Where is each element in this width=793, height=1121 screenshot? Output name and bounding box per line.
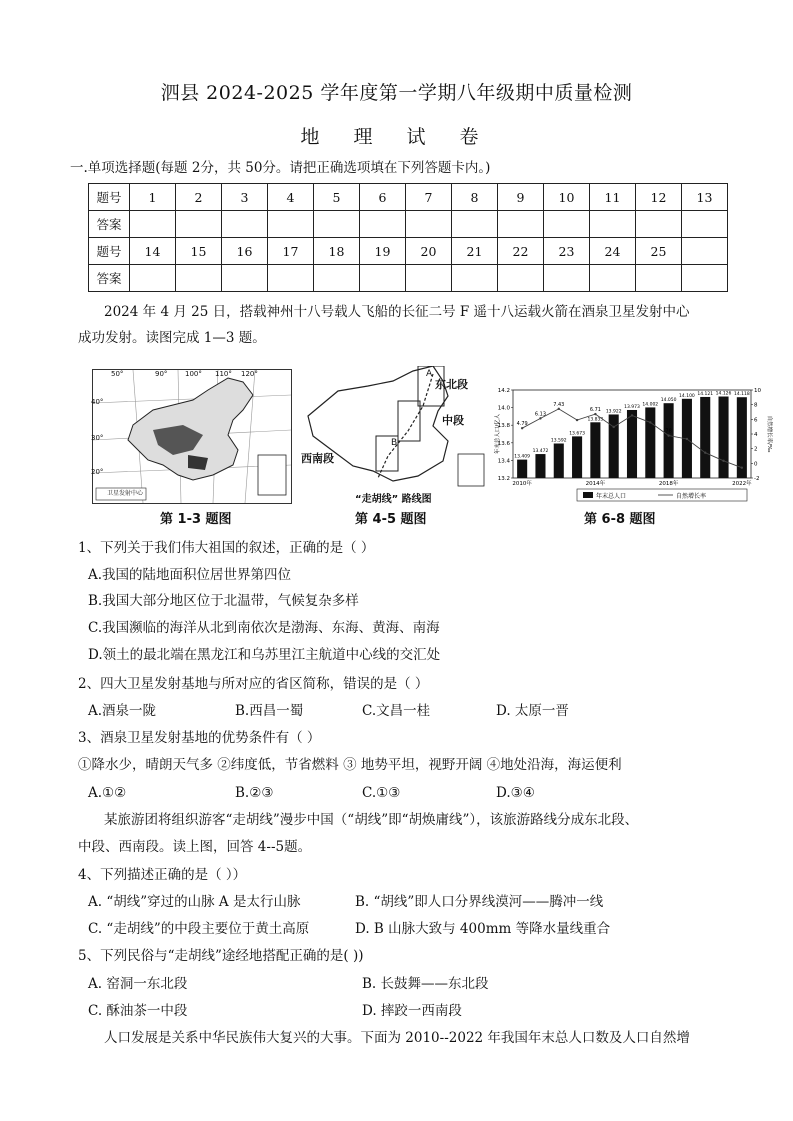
exam-title: 泗县 2024-2025 学年度第一学期八年级期中质量检测 xyxy=(160,82,633,104)
question-number-cell: 20 xyxy=(406,238,452,265)
question-number-cell: 8 xyxy=(452,184,498,211)
y-tick-label: 14.0 xyxy=(497,405,510,412)
question-conditions: ①降水少，晴朗天气多 ②纬度低，节省燃料 ③ 地势平坦，视野开阔 ④地处沿海，海运便利 xyxy=(78,757,622,773)
answer-cell[interactable] xyxy=(268,211,314,238)
y-tick-label: 13.6 xyxy=(497,440,510,447)
x-tick-label: 2022年 xyxy=(732,481,752,487)
question-number-cell: 4 xyxy=(268,184,314,211)
answer-cell[interactable] xyxy=(222,265,268,292)
question-number-cell: 24 xyxy=(590,238,636,265)
rate-point-label: 78 xyxy=(665,428,672,435)
growth-rate-point xyxy=(612,426,614,428)
question-number-cell: 13 xyxy=(682,184,728,211)
option-b[interactable]: B.西昌一蜀 xyxy=(235,703,304,719)
question-number-cell: 22 xyxy=(498,238,544,265)
bar-value-label: 14.126 xyxy=(715,391,732,397)
bar-value-label: 14.100 xyxy=(679,393,695,399)
answer-cell[interactable] xyxy=(590,265,636,292)
mountain-label-a: A xyxy=(426,369,433,379)
option-c[interactable]: C.①③ xyxy=(362,785,401,801)
y-tick-label: 14.2 xyxy=(497,388,510,394)
population-bar xyxy=(700,397,710,478)
answer-cell[interactable] xyxy=(406,211,452,238)
intro-paragraph-line: 某旅游团将组织游客“走胡线”漫步中国（“胡线”即“胡焕庸线”），该旅游路线分成东北段、 xyxy=(104,812,639,828)
y-tick-label: 13.4 xyxy=(497,458,510,465)
answer-cell[interactable] xyxy=(176,211,222,238)
answer-cell[interactable] xyxy=(176,265,222,292)
question-number-cell: 7 xyxy=(406,184,452,211)
answer-cell[interactable] xyxy=(636,211,682,238)
option-a[interactable]: A. 窑洞一东北段 xyxy=(88,976,188,992)
bar-value-label: 13.472 xyxy=(532,449,549,455)
answer-cell[interactable] xyxy=(682,265,728,292)
option-b[interactable]: B. “胡线”即人口分界线漠河——腾冲一线 xyxy=(355,894,604,910)
population-bar xyxy=(572,436,582,478)
bar-value-label: 13.922 xyxy=(605,409,622,415)
option-d[interactable]: D.领土的最北端在黑龙江和乌苏里江主航道中心线的交汇处 xyxy=(88,647,441,663)
growth-rate-point xyxy=(521,427,523,429)
growth-rate-point xyxy=(704,452,706,454)
question-number-cell: 23 xyxy=(544,238,590,265)
population-bar xyxy=(627,410,637,478)
answer-cell[interactable] xyxy=(130,265,176,292)
question-number-cell: 15 xyxy=(176,238,222,265)
growth-rate-point xyxy=(558,408,560,410)
bar-value-label: 13.409 xyxy=(514,454,531,460)
option-c[interactable]: C.文昌一桂 xyxy=(362,703,431,719)
table-row xyxy=(89,184,728,211)
option-a[interactable]: A. “胡线”穿过的山脉 A 是太行山脉 xyxy=(88,894,301,910)
bar-value-label: 14.118 xyxy=(733,392,750,398)
y2-tick-label: -2 xyxy=(754,476,760,482)
table-header-cell: 题号 xyxy=(89,238,130,265)
hu-line-route-graphic xyxy=(298,366,498,504)
y2-tick-label: 0 xyxy=(754,461,758,468)
growth-rate-point xyxy=(594,413,596,415)
population-bar xyxy=(590,422,600,478)
latitude-label: 30° xyxy=(91,434,104,442)
china-launch-map xyxy=(92,369,292,504)
question-number-cell: 5 xyxy=(314,184,360,211)
longitude-label: 90° xyxy=(155,370,168,378)
option-a[interactable]: A.酒泉一陇 xyxy=(88,703,157,719)
question-number-cell: 10 xyxy=(544,184,590,211)
question-number-cell: 11 xyxy=(590,184,636,211)
answer-cell[interactable] xyxy=(130,211,176,238)
question-number-cell: 1 xyxy=(130,184,176,211)
answer-cell[interactable] xyxy=(452,211,498,238)
population-bar xyxy=(737,397,747,478)
option-d[interactable]: D.③④ xyxy=(496,785,535,801)
rate-point-label: 6.71 xyxy=(589,407,601,414)
growth-rate-point xyxy=(539,417,541,419)
legend-line-label: 自然增长率 xyxy=(676,493,707,500)
answer-cell[interactable] xyxy=(360,265,406,292)
hu-line-route-map xyxy=(298,366,498,504)
growth-rate-point xyxy=(576,419,578,421)
bar-value-label: 14.050 xyxy=(660,398,677,404)
answer-cell[interactable] xyxy=(268,265,314,292)
rate-point-label: 7.43 xyxy=(553,401,565,408)
intro-paragraph-line: 人口发展是关系中华民族伟大复兴的大事。下面为 2010--2022 年我国年末总人口数及人口自然增 xyxy=(104,1030,690,1046)
answer-cell[interactable] xyxy=(314,211,360,238)
figure-caption: 第 4-5 题图 xyxy=(355,512,427,527)
table-row xyxy=(89,238,728,265)
x-tick-label: 2018年 xyxy=(658,481,679,487)
y2-axis-label: 自然增长率/‰ xyxy=(766,415,772,453)
route-label-southwest: 西南段 xyxy=(301,452,334,465)
option-c[interactable]: C. “走胡线”的中段主要位于黄土高原 xyxy=(88,921,310,937)
population-bar xyxy=(535,454,545,478)
question-number-cell: 2 xyxy=(176,184,222,211)
option-a[interactable]: A.我国的陆地面积位居世界第四位 xyxy=(88,567,292,583)
table-row xyxy=(89,265,728,292)
question-stem: 2、四大卫星发射基地与所对应的省区简称，错误的是（ ） xyxy=(78,676,429,692)
question-number-cell: 14 xyxy=(130,238,176,265)
question-number-cell: 3 xyxy=(222,184,268,211)
answer-table xyxy=(88,183,728,292)
population-bar xyxy=(554,444,564,478)
question-stem: 1、下列关于我们伟大祖国的叙述，正确的是（ ） xyxy=(78,540,375,556)
table-header-cell: 答案 xyxy=(89,265,130,292)
exam-subtitle: 地 理 试 卷 xyxy=(300,126,493,148)
answer-cell[interactable] xyxy=(360,211,406,238)
intro-paragraph-line: 成功发射。读图完成 1—3 题。 xyxy=(78,330,266,346)
answer-cell[interactable] xyxy=(498,265,544,292)
china-launch-map-graphic xyxy=(93,370,291,503)
option-c[interactable]: C. 酥油茶一中段 xyxy=(88,1003,188,1019)
rate-point-label: 4.79 xyxy=(516,421,528,428)
option-b[interactable]: B.②③ xyxy=(235,785,274,801)
intro-paragraph-line: 2024 年 4 月 25 日，搭载神州十八号载人飞船的长征二号 F 遥十八运载火箭在酒泉卫星发射中心 xyxy=(104,304,690,320)
population-bar xyxy=(645,407,655,478)
growth-rate-point xyxy=(722,460,724,462)
option-b[interactable]: B.我国大部分地区位于北温带，气候复杂多样 xyxy=(88,593,359,609)
y2-tick-label: 2 xyxy=(754,446,758,453)
latitude-label: 40° xyxy=(91,398,104,406)
answer-cell[interactable] xyxy=(544,265,590,292)
growth-rate-point xyxy=(686,438,688,440)
answer-cell[interactable] xyxy=(636,265,682,292)
longitude-label: 100° xyxy=(185,370,202,378)
option-d[interactable]: D. B 山脉大致与 400mm 等降水量线重合 xyxy=(355,921,611,937)
route-label-northeast: 东北段 xyxy=(435,378,468,391)
longitude-label: 120° xyxy=(241,370,258,378)
rate-point-label: 6.13 xyxy=(534,411,547,418)
answer-cell[interactable] xyxy=(222,211,268,238)
population-bar xyxy=(517,460,527,478)
mountain-label-b: B xyxy=(391,438,398,448)
growth-rate-point xyxy=(649,421,651,423)
figure-caption: 第 1-3 题图 xyxy=(160,512,232,527)
question-number-cell: 18 xyxy=(314,238,360,265)
y-tick-label: 13.8 xyxy=(497,423,510,430)
route-label-middle: 中段 xyxy=(442,414,464,427)
option-d[interactable]: D. 太原一晋 xyxy=(496,703,569,719)
table-header-cell: 题号 xyxy=(89,184,130,211)
y-tick-label: 13.2 xyxy=(497,476,510,482)
bar-value-label: 13.973 xyxy=(624,404,640,410)
answer-cell[interactable] xyxy=(406,265,452,292)
answer-cell[interactable] xyxy=(544,211,590,238)
option-b[interactable]: B. 长鼓舞——东北段 xyxy=(362,976,489,992)
table-header-cell: 答案 xyxy=(89,211,130,238)
growth-rate-point xyxy=(667,434,669,436)
question-number-cell: 17 xyxy=(268,238,314,265)
intro-paragraph-line: 中段、西南段。读上图，回答 4--5题。 xyxy=(78,839,312,855)
route-map-title: “走胡线” 路线图 xyxy=(355,494,432,505)
question-number-cell: 6 xyxy=(360,184,406,211)
figure-caption: 第 6-8 题图 xyxy=(584,512,656,527)
population-bar xyxy=(719,397,729,478)
y-axis-label: 年末总人口/亿人 xyxy=(495,413,501,455)
answer-cell[interactable] xyxy=(590,211,636,238)
question-stem: 3、酒泉卫星发射基地的优势条件有（ ） xyxy=(78,730,321,746)
question-stem: 5、下列民俗与“走胡线”途经地搭配正确的是( )) xyxy=(78,948,364,964)
longitude-label: 50° xyxy=(111,370,124,378)
population-bar xyxy=(664,403,674,478)
answer-cell[interactable] xyxy=(682,211,728,238)
x-tick-label: 2014年 xyxy=(585,481,606,487)
section-heading: 一.单项选择题(每题 2分，共 50分。请把正确选项填在下列答题卡内。) xyxy=(70,160,491,176)
longitude-label: 110° xyxy=(215,370,232,378)
table-row xyxy=(89,211,728,238)
bar-value-label: 14.121 xyxy=(697,391,714,397)
growth-rate-point xyxy=(741,467,743,469)
legend-bar-label: 年末总人口 xyxy=(596,493,627,500)
bar-value-label: 13.833 xyxy=(587,417,604,423)
y2-tick-label: 8 xyxy=(754,402,758,409)
option-d[interactable]: D. 摔跤一西南段 xyxy=(362,1003,462,1019)
answer-cell[interactable] xyxy=(314,265,360,292)
answer-cell[interactable] xyxy=(498,211,544,238)
question-number-cell: 25 xyxy=(636,238,682,265)
question-number-cell xyxy=(682,238,728,265)
option-a[interactable]: A.①② xyxy=(88,785,127,801)
question-stem: 4、下列描述正确的是（ ）） xyxy=(78,867,247,883)
question-number-cell: 12 xyxy=(636,184,682,211)
option-c[interactable]: C.我国濒临的海洋从北到南依次是渤海、东海、黄海、南海 xyxy=(88,620,440,636)
question-number-cell: 21 xyxy=(452,238,498,265)
bar-value-label: 13.673 xyxy=(569,431,585,437)
growth-rate-point xyxy=(631,414,633,416)
population-chart-svg xyxy=(493,382,773,507)
y2-tick-label: 6 xyxy=(754,417,758,424)
bar-value-label: 14.002 xyxy=(642,402,659,408)
legend-bar-swatch xyxy=(583,492,593,498)
x-tick-label: 2010年 xyxy=(512,481,532,487)
population-chart xyxy=(493,382,773,507)
y2-tick-label: 4 xyxy=(754,432,758,438)
answer-cell[interactable] xyxy=(452,265,498,292)
latitude-label: 20° xyxy=(91,468,104,476)
question-number-cell: 19 xyxy=(360,238,406,265)
question-number-cell: 9 xyxy=(498,184,544,211)
y2-tick-label: 10 xyxy=(754,388,761,394)
question-number-cell: 16 xyxy=(222,238,268,265)
map-legend: 卫星发射中心 xyxy=(107,490,144,497)
bar-value-label: 13.592 xyxy=(550,438,567,444)
